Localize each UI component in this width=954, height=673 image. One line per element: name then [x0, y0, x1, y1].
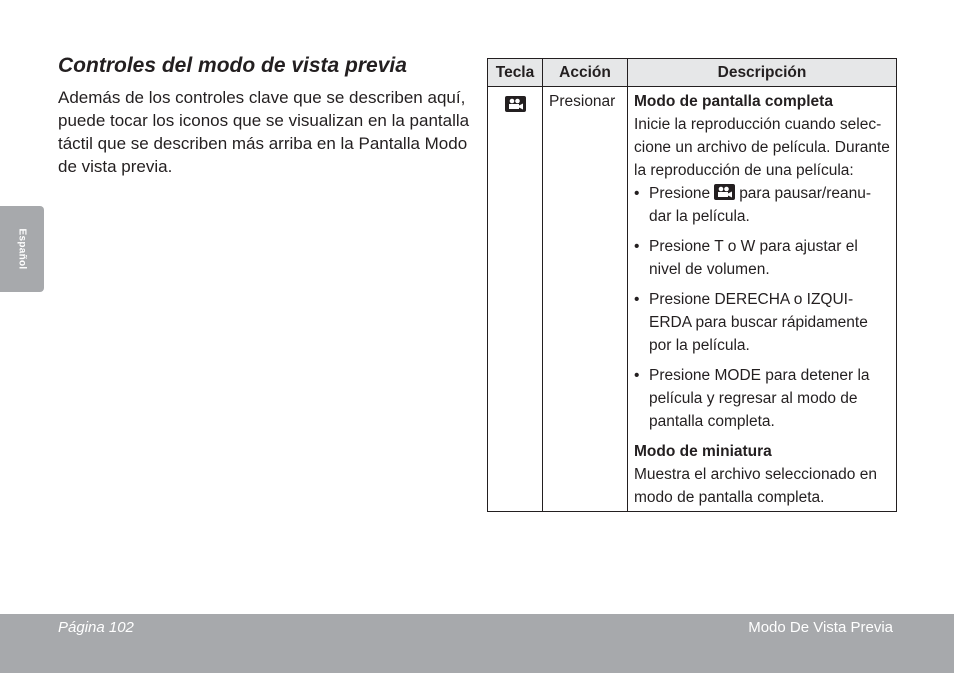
language-tab — [0, 206, 44, 292]
list-item — [634, 182, 890, 228]
page-number: Página 102 — [58, 619, 134, 636]
bullet-text-after: para pausar/reanu-dar la película. — [649, 185, 872, 225]
movie-camera-icon — [505, 96, 526, 112]
header-key: Tecla — [488, 59, 543, 87]
description-cell — [628, 87, 897, 512]
footer-section-name: Modo De Vista Previa — [748, 619, 893, 636]
action-cell: Presionar — [543, 87, 628, 512]
controls-table — [487, 58, 897, 512]
list-item: • Presione MODE para detener la película y regresar al modo de pantalla completa. — [634, 364, 890, 433]
fullscreen-mode-title: Modo de pantalla completa — [634, 93, 833, 110]
fullscreen-bullets — [634, 182, 890, 433]
fullscreen-mode-text: Inicie la reproducción cuando selec-cione un archivo de película. Durante la reproducción de una película: — [634, 116, 890, 179]
list-item: • Presione DERECHA o IZQUI-ERDA para buscar rápidamente por la película. — [634, 288, 890, 357]
list-item: • Presione T o W para ajustar el nivel de volumen. — [634, 235, 890, 281]
movie-camera-icon — [714, 184, 735, 200]
page-footer — [0, 614, 954, 673]
table-header-row — [488, 59, 897, 87]
language-tab-label: Español — [16, 228, 28, 270]
header-description: Descripción — [628, 59, 897, 87]
thumbnail-mode-text: Muestra el archivo seleccionado en modo de pantalla completa. — [634, 466, 877, 506]
table-row — [488, 87, 897, 512]
section-title: Controles del modo de vista previa — [58, 54, 407, 77]
bullet-text-before: Presione — [649, 185, 711, 202]
thumbnail-mode-title: Modo de miniatura — [634, 443, 772, 460]
header-action: Acción — [543, 59, 628, 87]
intro-paragraph: Además de los controles clave que se describen aquí, puede tocar los iconos que se visualizan en la pantalla táctil que se describen más arriba en la Pantalla Modo de vista previa. — [58, 88, 470, 176]
key-cell — [488, 87, 543, 512]
